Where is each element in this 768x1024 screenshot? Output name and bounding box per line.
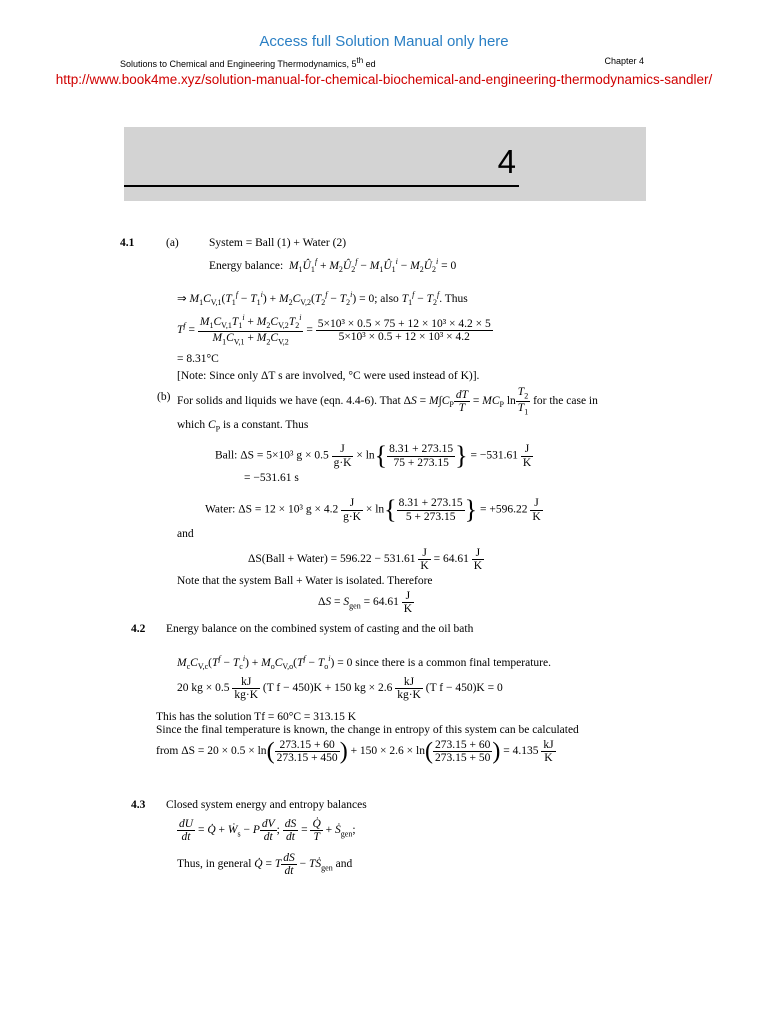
part-a-label: (a) bbox=[166, 237, 179, 249]
access-solution-link[interactable]: Access full Solution Manual only here bbox=[259, 33, 509, 50]
problem-number-4-1: 4.1 bbox=[120, 237, 135, 249]
final-temperature-equation: $T^f$ = $\frac{M_1C_{V,1}T_1^i + M_2C_{V,2}T_2^i}{M_1C_{V,1} + M_2C_{V,2}}$ = $\frac{\text{5×10³ × 0.5 × 75 + 12 × 10³ × 4.2 × 5}}{\text{5×10³ × 0.5 + 12 × 10³ × 4.2}}$ bbox=[177, 313, 491, 346]
solution-url-link[interactable]: http://www.book4me.xyz/solution-manual-for-chemical-biochemical-and-engineering-thermodynamics-sandler/ bbox=[55, 72, 713, 87]
casting-entropy-equation: from ΔS = 20 × 0.5 × ln( $\frac{273.15 + 60}{273.15 + 450}$ ) + 150 × 2.6 × ln( $\frac{273.15 + 60}{273.15 + 50}$ ) = 4.135 $\frac{kJ}{K}$ bbox=[156, 738, 554, 765]
sgen-equation: $\Delta S = S_{gen} = 64.61$ $\frac{J}{K}$ bbox=[318, 590, 413, 616]
chapter-number: 4 bbox=[497, 143, 516, 180]
total-entropy-equation: ΔS(Ball + Water) = 596.22 − 531.61 $\frac{J}{K}$ = 64.61 $\frac{J}{K}$ bbox=[248, 547, 483, 573]
tf-numerator-values: 5×10³ × 0.5 × 75 + 12 × 10³ × 4.2 × 5 bbox=[317, 317, 491, 330]
entropy-change-intro: Since the final temperature is known, the change in entropy of this system can be calculated bbox=[156, 724, 579, 736]
final-temperature-solution: This has the solution Tf = 60°C = 313.15 K bbox=[156, 711, 357, 723]
ball-label: Ball: bbox=[215, 449, 238, 462]
chapter-label: Chapter 4 bbox=[604, 56, 644, 66]
water-entropy-equation: Water: ΔS = 12 × 10³ g × 4.2 $\frac{J}{g\cdot K}$ × ln{ $\frac{8.31 + 273.15}{5 + 273.15}$ } = +596.22 $\frac{J}{K}$ bbox=[205, 495, 541, 524]
which-cp-constant: which $C_P$ is a constant. Thus bbox=[177, 419, 309, 434]
final-temperature-result: = 8.31°C bbox=[177, 353, 219, 365]
casting-energy-balance: $M_cC_{V,c}(T^f - T_c^i) + M_oC_{V,o}(T^f - T_o^i) = 0$ since there is a common final temperature. bbox=[177, 654, 551, 672]
note-temperature-units: [Note: Since only ΔT s are involved, °C were used instead of K)]. bbox=[177, 370, 480, 382]
problem-number-4-2: 4.2 bbox=[131, 623, 146, 635]
general-heat-equation: Thus, in general Q̇ = T $\frac{dS}{dt}$ − TṠ$_{gen}$ and bbox=[177, 852, 353, 878]
energy-balance-line: Energy balance: $M_1Û_1^f$ + $M_2Û_2^f$ − $M_1Û_1^i$ − $M_2Û_2^i = 0$ bbox=[209, 257, 457, 275]
energy-balance-expanded: ⇒ $M_1C_{V,1}(T_1^f - T_1^i) + M_2C_{V,2}(T_2^f - T_2^i) = 0$; also $T_1^f - T_2^f$. Thus bbox=[177, 290, 468, 308]
problem-4-3-intro: Closed system energy and entropy balances bbox=[166, 799, 367, 811]
chapter-divider bbox=[124, 185, 519, 187]
part-b-label: (b) bbox=[157, 391, 171, 403]
chapter-banner bbox=[124, 127, 646, 201]
casting-energy-values: 20 kg × 0.5 $\frac{kJ}{kg\cdot K}$ (T f − 450)K + 150 kg × 2.6 $\frac{kJ}{kg\cdot K}$ (T f − 450)K = 0 bbox=[177, 676, 503, 702]
closed-system-balances: $\frac{dU}{dt}$ = Q̇ + Ẇ$_s$ − P $\frac{dV}{dt}$ ; $\frac{dS}{dt}$ = $\frac{Q̇}{T}$ + Ṡ$_{gen}$; bbox=[179, 818, 356, 844]
problem-number-4-3: 4.3 bbox=[131, 799, 146, 811]
system-definition: System = Ball (1) + Water (2) bbox=[209, 237, 347, 249]
isolated-system-note: Note that the system Ball + Water is isolated. Therefore bbox=[177, 575, 433, 587]
part-b-statement: For solids and liquids we have (eqn. 4.4-6). That $\Delta S = M\int C_P$ $\frac{dT}{T}$ = $MC_P$ ln $\frac{T_2}{T_1}$ for the case in bbox=[177, 386, 598, 416]
book-title: Solutions to Chemical and Engineering Thermodynamics, 5th ed bbox=[120, 56, 376, 69]
ball-entropy-equation: Ball: ΔS = 5×10³ g × 0.5 $\frac{J}{g\cdot K}$ × ln{ $\frac{8.31 + 273.15}{75 + 273.15}$ } = −531.61 $\frac{J}{K}$ bbox=[215, 441, 532, 470]
problem-4-2-intro: Energy balance on the combined system of casting and the oil bath bbox=[166, 623, 474, 635]
ball-entropy-result: = −531.61 s bbox=[244, 472, 299, 484]
and-text: and bbox=[177, 528, 194, 540]
energy-balance-label: Energy balance: bbox=[209, 259, 284, 272]
tf-denominator-values: 5×10³ × 0.5 + 12 × 10³ × 4.2 bbox=[338, 330, 470, 343]
water-label: Water: bbox=[205, 503, 236, 516]
